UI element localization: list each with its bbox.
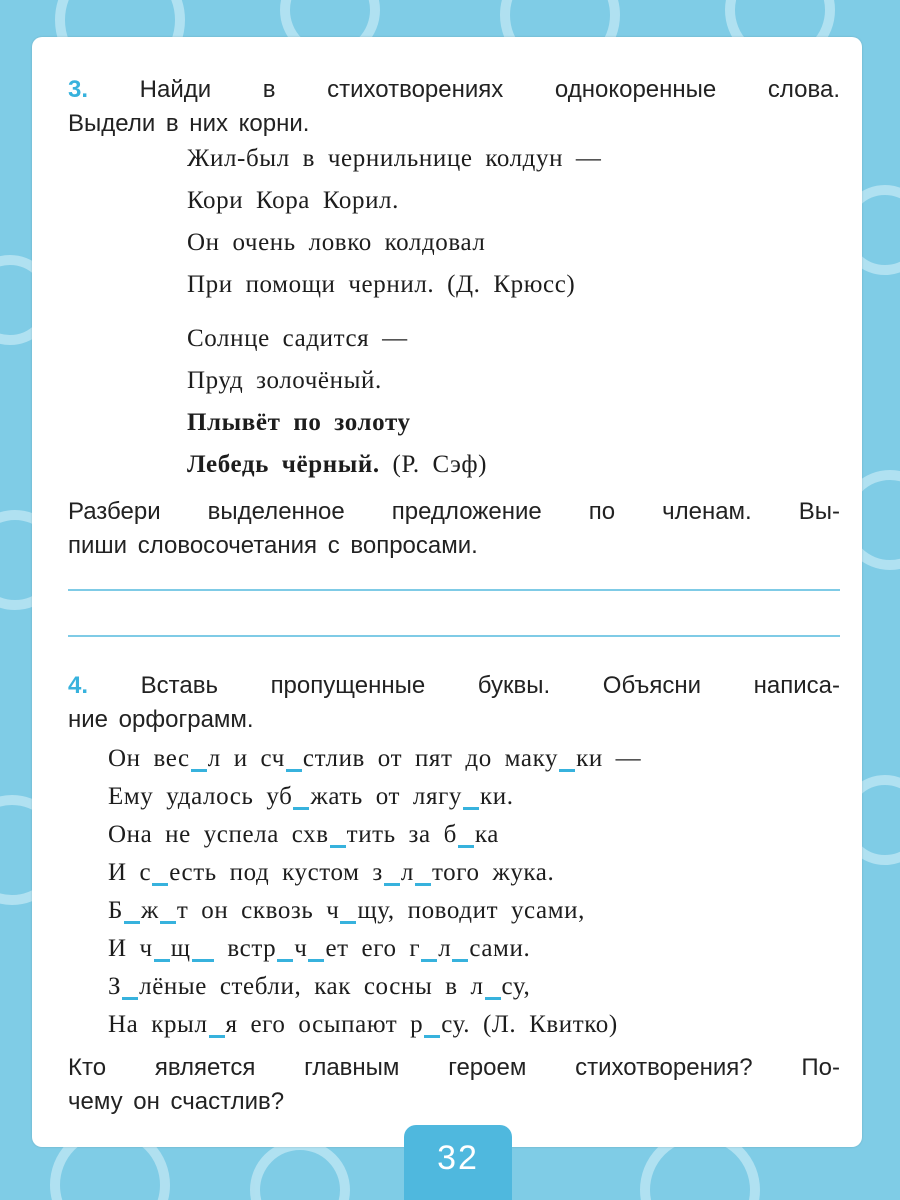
letter-blank[interactable]: [424, 1009, 440, 1038]
task-4-question-line1: Кто является главным героем стихотворения? По-: [68, 1054, 840, 1081]
page-number: 32: [437, 1139, 479, 1177]
task-4-instruction-line1: Вставь пропущенные буквы. Объясни написа-: [140, 672, 840, 699]
letter-blank[interactable]: [293, 781, 309, 810]
workbook-page: [32, 37, 862, 1147]
task-3-question-line1: Разбери выделенное предложение по членам. Вы-: [68, 498, 840, 525]
poem-line: На крыл я его осыпают р су. (Л. Квитко): [108, 1011, 618, 1038]
letter-blank[interactable]: [124, 895, 140, 924]
poem-line: Б ж т он сквозь ч щу, поводит усами,: [108, 897, 585, 924]
letter-blank[interactable]: [330, 819, 346, 848]
letter-blank[interactable]: [122, 971, 138, 1000]
task-4-instruction-line2: ние орфограмм.: [68, 706, 254, 733]
letter-blank[interactable]: [152, 857, 168, 886]
task-4-number: 4.: [68, 672, 89, 699]
poem-line: Пруд золочёный.: [187, 367, 382, 394]
poem-line: Она не успела схв тить за б ка: [108, 821, 499, 848]
task-3-question-line2: пиши словосочетания с вопросами.: [68, 532, 478, 559]
task-3-instruction: [68, 73, 840, 141]
answer-line[interactable]: [68, 589, 840, 591]
poem-line: Он очень ловко колдовал: [187, 229, 486, 256]
poem-line: Ему удалось уб жать от лягу ки.: [108, 783, 514, 810]
poem-author: (Р. Сэф): [392, 451, 488, 478]
letter-blank[interactable]: [340, 895, 356, 924]
letter-blank[interactable]: [192, 933, 214, 962]
page-number-tab: [404, 1125, 512, 1200]
letter-blank[interactable]: [415, 857, 431, 886]
poem-line: И ч щ встр ч ет его г л сами.: [108, 935, 531, 962]
poem-line-with-author: [187, 451, 487, 479]
letter-blank[interactable]: [458, 819, 474, 848]
letter-blank[interactable]: [160, 895, 176, 924]
poem-line: При помощи чернил. (Д. Крюсс): [187, 271, 576, 298]
task-4-instruction: [68, 669, 840, 737]
poem-line: Кори Кора Корил.: [187, 187, 399, 214]
letter-blank[interactable]: [384, 857, 400, 886]
poem-line: Он вес л и сч стлив от пят до маку ки —: [108, 745, 642, 772]
letter-blank[interactable]: [452, 933, 468, 962]
letter-blank[interactable]: [277, 933, 293, 962]
letter-blank[interactable]: [286, 743, 302, 772]
task-4-question-line2: чему он счастлив?: [68, 1088, 285, 1115]
poem-line: И с есть под кустом з л того жука.: [108, 859, 555, 886]
poem-line-bold: Лебедь чёрный.: [187, 451, 380, 478]
poem-line: Солнце садится —: [187, 325, 408, 352]
letter-blank[interactable]: [485, 971, 501, 1000]
letter-blank[interactable]: [421, 933, 437, 962]
letter-blank[interactable]: [463, 781, 479, 810]
task-4-question: [68, 1051, 840, 1119]
task-3-number: 3.: [68, 76, 89, 103]
answer-line[interactable]: [68, 635, 840, 637]
letter-blank[interactable]: [191, 743, 207, 772]
poem-line: Жил-был в чернильнице колдун —: [187, 145, 602, 172]
task-3-instruction-line1: Найди в стихотворениях однокоренные слова.: [139, 76, 841, 103]
poem-line-bold: Плывёт по золоту: [187, 409, 411, 436]
poem-line: З лёные стебли, как сосны в л су,: [108, 973, 531, 1000]
letter-blank[interactable]: [209, 1009, 225, 1038]
task-3-instruction-line2: Выдели в них корни.: [68, 110, 310, 137]
letter-blank[interactable]: [154, 933, 170, 962]
letter-blank[interactable]: [308, 933, 324, 962]
letter-blank[interactable]: [559, 743, 575, 772]
task-3-question: [68, 495, 840, 563]
